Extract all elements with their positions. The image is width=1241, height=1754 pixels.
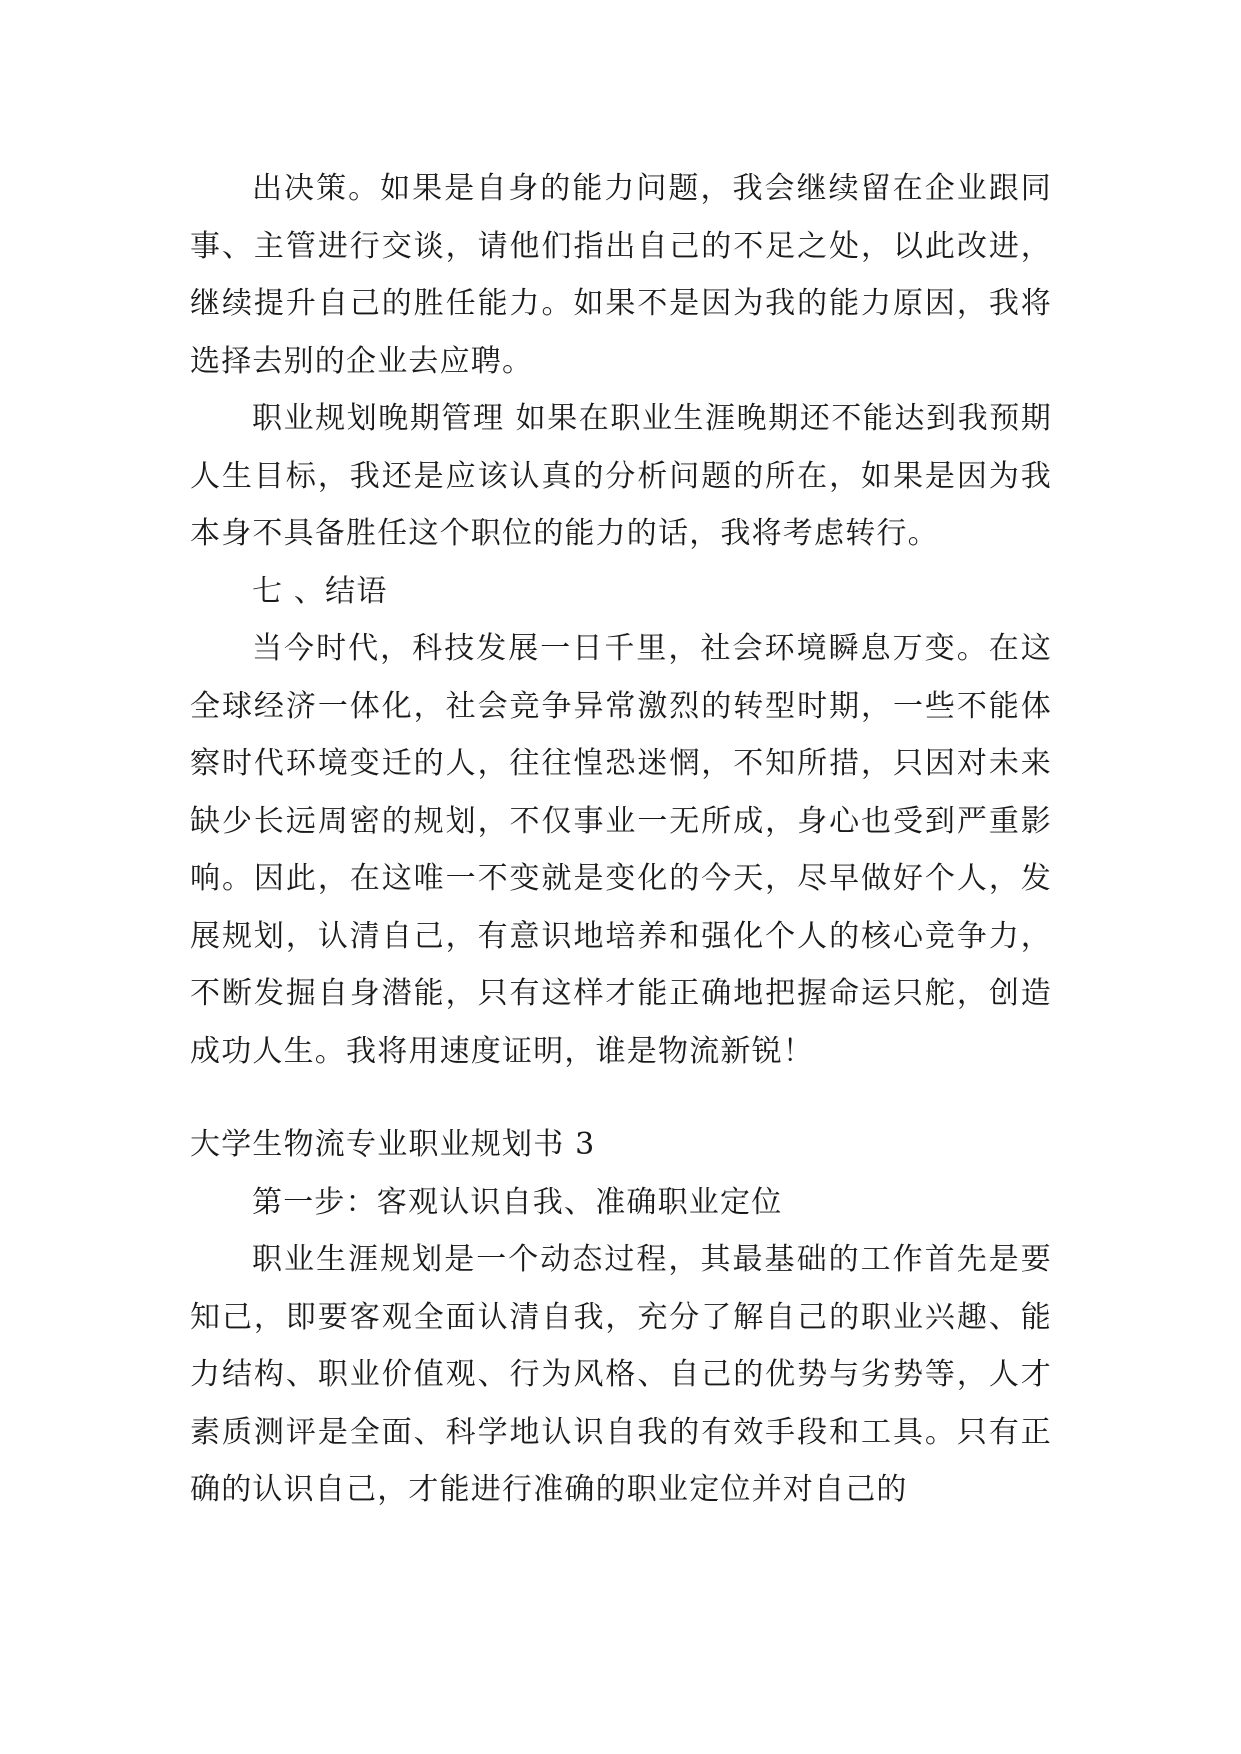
section-heading: 第一步：客观认识自我、准确职业定位 <box>252 1184 783 1220</box>
paragraph: 出决策。如果是自身的能力问题，我会继续留在企业跟同事、主管进行交谈，请他们指出自己的不足之处，以此改进，继续提升自己的胜任能力。如果不是因为我的能力原因，我将选择去别的企业去应聘。 <box>190 171 1052 379</box>
spacer <box>190 1080 1052 1116</box>
document-section-title: 大学生物流专业职业规划书 3 <box>190 1127 596 1162</box>
section-heading: 七 、结语 <box>252 573 388 609</box>
paragraph: 职业规划晚期管理 如果在职业生涯晚期还不能达到我预期人生目标，我还是应该认真的分析问题的所在，如果是因为我本身不具备胜任这个职位的能力的话，我将考虑转行。 <box>190 401 1052 551</box>
paragraph: 当今时代，科技发展一日千里，社会环境瞬息万变。在这全球经济一体化，社会竞争异常激烈的转型时期，一些不能体察时代环境变迁的人，往往惶恐迷惘，不知所措，只因对未来缺少长远周密的规划，不仅事业一无所成，身心也受到严重影响。因此，在这唯一不变就是变化的今天，尽早做好个人，发展规划，认清自己，有意识地培养和强化个人的核心竞争力，不断发掘自身潜能，只有这样才能正确地把握命运只舵，创造成功人生。我将用速度证明，谁是物流新锐！ <box>190 631 1052 1069</box>
paragraph: 职业生涯规划是一个动态过程，其最基础的工作首先是要知己，即要客观全面认清自我，充分了解自己的职业兴趣、能力结构、职业价值观、行为风格、自己的优势与劣势等，人才素质测评是全面、科学地认识自我的有效手段和工具。只有正确的认识自己，才能进行准确的职业定位并对自己的 <box>190 1242 1052 1507</box>
document-body <box>190 160 1052 1519</box>
